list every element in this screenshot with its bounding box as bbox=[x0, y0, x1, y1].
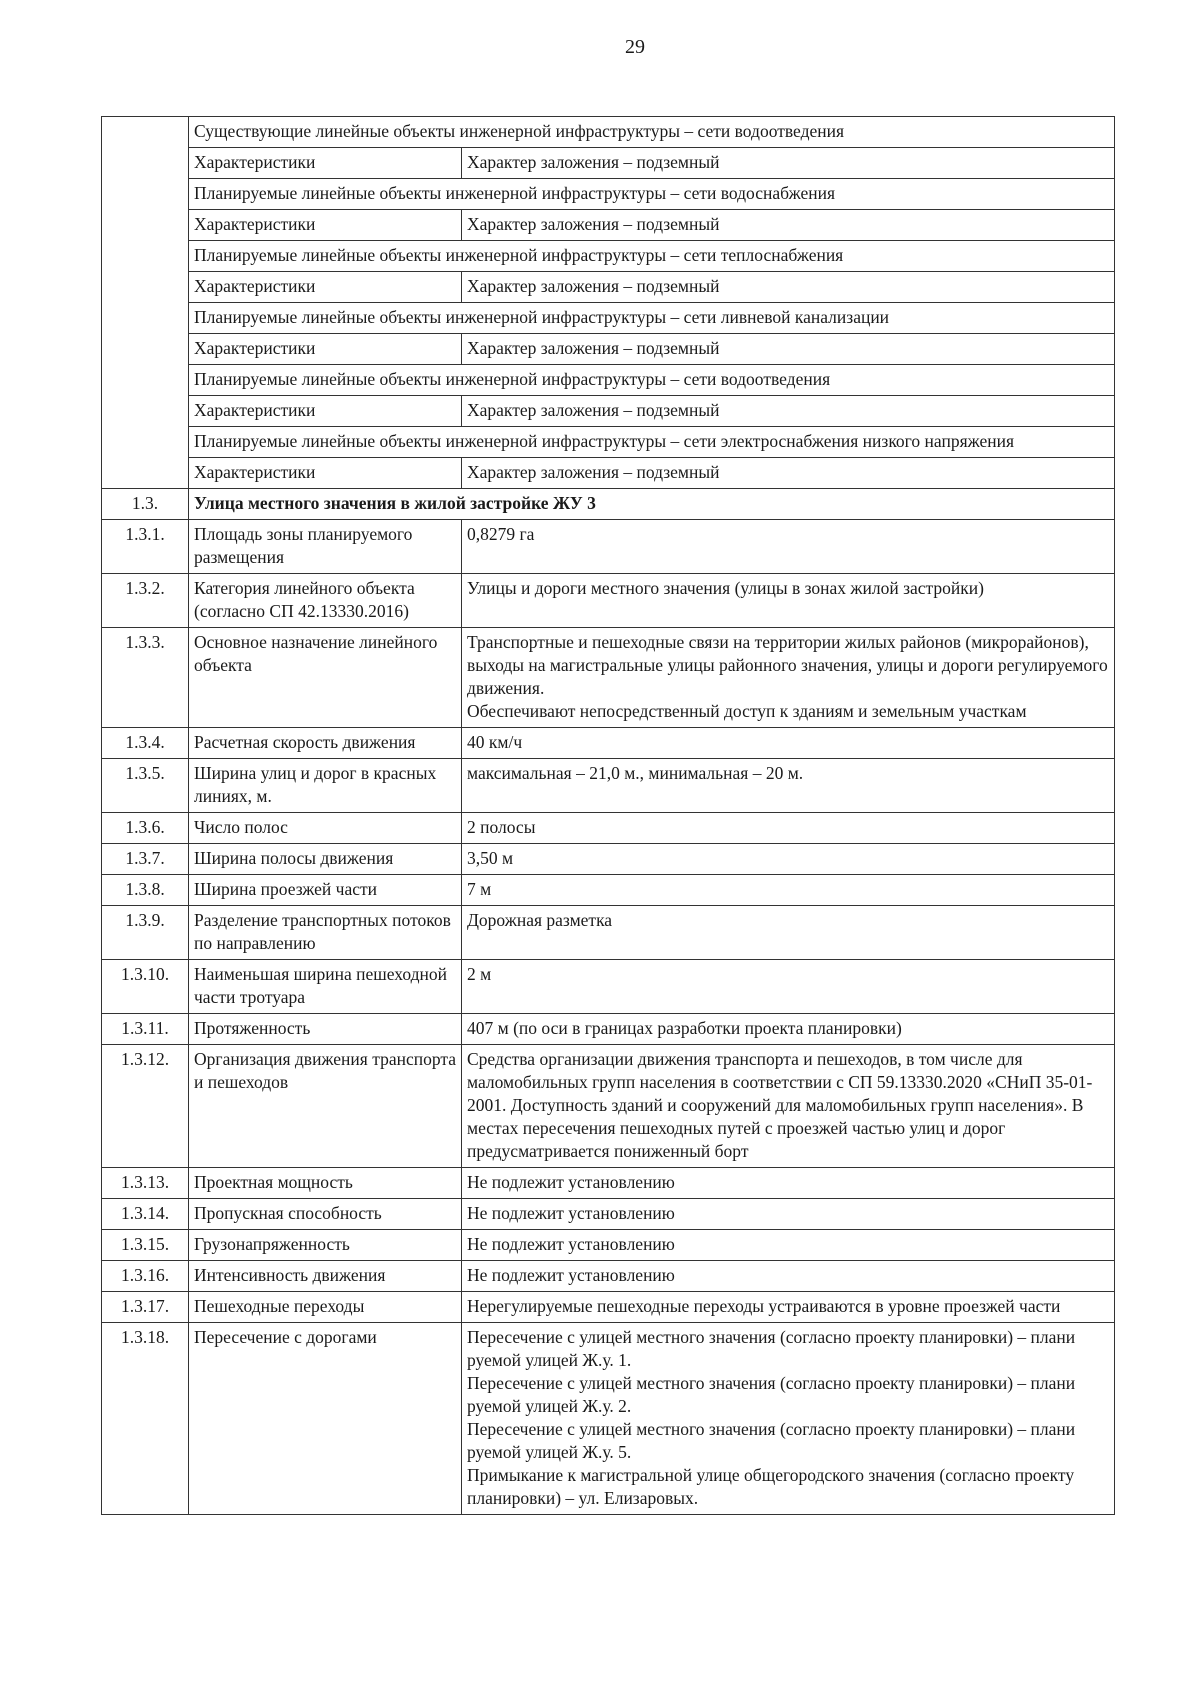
subsection-header: Планируемые линейные объекты инженерной инфраструктуры – сети электроснабжения низкого напряжения bbox=[189, 427, 1115, 458]
value-paragraph: Не подлежит установлению bbox=[467, 1265, 675, 1285]
characteristic-label: Характеристики bbox=[189, 458, 462, 489]
parameter-value bbox=[462, 728, 1115, 759]
parameter-value bbox=[462, 1261, 1115, 1292]
parameter-label: Основное назначение линейного объекта bbox=[189, 628, 462, 728]
row-number: 1.3.18. bbox=[102, 1323, 189, 1515]
parameter-value bbox=[462, 574, 1115, 628]
table-row bbox=[102, 241, 1115, 272]
parameter-label: Интенсивность движения bbox=[189, 1261, 462, 1292]
parameter-value bbox=[462, 520, 1115, 574]
characteristic-label: Характеристики bbox=[189, 148, 462, 179]
section-number: 1.3. bbox=[102, 489, 189, 520]
row-number: 1.3.2. bbox=[102, 574, 189, 628]
subsection-header: Планируемые линейные объекты инженерной инфраструктуры – сети ливневой канализации bbox=[189, 303, 1115, 334]
characteristic-label: Характеристики bbox=[189, 396, 462, 427]
table-row bbox=[102, 628, 1115, 728]
table-row bbox=[102, 396, 1115, 427]
parameter-label: Разделение транспортных потоков по направлению bbox=[189, 906, 462, 960]
table-row bbox=[102, 365, 1115, 396]
value-paragraph: Пересечение с улицей местного значения (согласно проекту планировки) – плани руемой улицей Ж.у. 5. bbox=[467, 1419, 1076, 1462]
parameter-label: Пешеходные переходы bbox=[189, 1292, 462, 1323]
table-row bbox=[102, 960, 1115, 1014]
table-row bbox=[102, 574, 1115, 628]
table-row bbox=[102, 1014, 1115, 1045]
parameter-label: Грузонапряженность bbox=[189, 1230, 462, 1261]
value-paragraph: максимальная – 21,0 м., минимальная – 20 м. bbox=[467, 763, 804, 783]
row-number: 1.3.10. bbox=[102, 960, 189, 1014]
row-number: 1.3.7. bbox=[102, 844, 189, 875]
row-number: 1.3.4. bbox=[102, 728, 189, 759]
value-paragraph: 407 м (по оси в границах разработки проекта планировки) bbox=[467, 1018, 902, 1038]
table-row bbox=[102, 728, 1115, 759]
row-number: 1.3.14. bbox=[102, 1199, 189, 1230]
table-row bbox=[102, 1168, 1115, 1199]
table-row bbox=[102, 813, 1115, 844]
parameter-value bbox=[462, 875, 1115, 906]
row-number: 1.3.3. bbox=[102, 628, 189, 728]
page-number: 29 bbox=[625, 36, 645, 58]
row-number: 1.3.9. bbox=[102, 906, 189, 960]
parameter-value bbox=[462, 1199, 1115, 1230]
row-number: 1.3.15. bbox=[102, 1230, 189, 1261]
table-row bbox=[102, 458, 1115, 489]
subsection-header: Планируемые линейные объекты инженерной инфраструктуры – сети теплоснабжения bbox=[189, 241, 1115, 272]
parameter-label: Пересечение с дорогами bbox=[189, 1323, 462, 1515]
value-paragraph: 2 полосы bbox=[467, 817, 536, 837]
parameter-label: Организация движения транспорта и пешеходов bbox=[189, 1045, 462, 1168]
table-row bbox=[102, 334, 1115, 365]
table-row bbox=[102, 179, 1115, 210]
value-paragraph: Примыкание к магистральной улице общегородского значения (согласно проекту планировки) – ул. Елизаровых. bbox=[467, 1465, 1075, 1508]
table-row bbox=[102, 303, 1115, 334]
row-number: 1.3.8. bbox=[102, 875, 189, 906]
table-row bbox=[102, 1230, 1115, 1261]
table-row bbox=[102, 210, 1115, 241]
value-paragraph: Дорожная разметка bbox=[467, 910, 613, 930]
row-number: 1.3.5. bbox=[102, 759, 189, 813]
table-row bbox=[102, 520, 1115, 574]
characteristic-value: Характер заложения – подземный bbox=[462, 334, 1115, 365]
table-row bbox=[102, 844, 1115, 875]
row-number-cell bbox=[102, 117, 189, 489]
parameter-label: Площадь зоны планируемого размещения bbox=[189, 520, 462, 574]
value-paragraph: Транспортные и пешеходные связи на территории жилых районов (микрорайонов), выходы на магистральные улицы районного значения, улицы и дороги регулируемого движения. bbox=[467, 632, 1108, 698]
parameter-label: Ширина улиц и дорог в красных линиях, м. bbox=[189, 759, 462, 813]
value-paragraph: 3,50 м bbox=[467, 848, 514, 868]
table-row bbox=[102, 759, 1115, 813]
table-row bbox=[102, 117, 1115, 148]
characteristic-value: Характер заложения – подземный bbox=[462, 272, 1115, 303]
parameter-label: Наименьшая ширина пешеходной части тротуара bbox=[189, 960, 462, 1014]
table-row bbox=[102, 272, 1115, 303]
table-row bbox=[102, 148, 1115, 179]
value-paragraph: Пересечение с улицей местного значения (согласно проекту планировки) – плани руемой улицей Ж.у. 1. bbox=[467, 1327, 1076, 1370]
row-number: 1.3.17. bbox=[102, 1292, 189, 1323]
characteristic-label: Характеристики bbox=[189, 272, 462, 303]
parameter-value bbox=[462, 960, 1115, 1014]
value-paragraph: 0,8279 га bbox=[467, 524, 535, 544]
parameter-label: Ширина проезжей части bbox=[189, 875, 462, 906]
parameter-value bbox=[462, 1292, 1115, 1323]
value-paragraph: 40 км/ч bbox=[467, 732, 523, 752]
parameter-value bbox=[462, 1014, 1115, 1045]
parameter-label: Категория линейного объекта (согласно СП 42.13330.2016) bbox=[189, 574, 462, 628]
parameter-value bbox=[462, 906, 1115, 960]
table-row bbox=[102, 1292, 1115, 1323]
characteristic-value: Характер заложения – подземный bbox=[462, 148, 1115, 179]
parameter-value bbox=[462, 1045, 1115, 1168]
parameter-label: Расчетная скорость движения bbox=[189, 728, 462, 759]
parameter-value bbox=[462, 1323, 1115, 1515]
characteristic-value: Характер заложения – подземный bbox=[462, 210, 1115, 241]
table-row bbox=[102, 1045, 1115, 1168]
subsection-header: Существующие линейные объекты инженерной инфраструктуры – сети водоотведения bbox=[189, 117, 1115, 148]
row-number: 1.3.1. bbox=[102, 520, 189, 574]
value-paragraph: Не подлежит установлению bbox=[467, 1172, 675, 1192]
characteristics-table bbox=[101, 116, 1115, 1515]
section-title: Улица местного значения в жилой застройке ЖУ 3 bbox=[189, 489, 1115, 520]
parameter-label: Пропускная способность bbox=[189, 1199, 462, 1230]
parameter-value bbox=[462, 813, 1115, 844]
characteristic-value: Характер заложения – подземный bbox=[462, 396, 1115, 427]
value-paragraph: 7 м bbox=[467, 879, 492, 899]
table-row bbox=[102, 1199, 1115, 1230]
row-number: 1.3.11. bbox=[102, 1014, 189, 1045]
value-paragraph: Средства организации движения транспорта и пешеходов, в том числе для маломобильных групп населения в соответствии с СП 59.13330.2020 «СНиП 35-01-2001. Доступность зданий и сооружений для маломобильных групп населения». В местах пересечения пешеходных путей с проезжей частью улиц и дорог предусматривается пониженный борт bbox=[467, 1049, 1093, 1161]
parameter-label: Проектная мощность bbox=[189, 1168, 462, 1199]
value-paragraph: Пересечение с улицей местного значения (согласно проекту планировки) – плани руемой улицей Ж.у. 2. bbox=[467, 1373, 1076, 1416]
parameter-value bbox=[462, 1168, 1115, 1199]
table-row bbox=[102, 427, 1115, 458]
value-paragraph: Обеспечивают непосредственный доступ к зданиям и земельным участкам bbox=[467, 701, 1027, 721]
table-row bbox=[102, 906, 1115, 960]
parameter-value bbox=[462, 844, 1115, 875]
table-row bbox=[102, 1261, 1115, 1292]
row-number: 1.3.6. bbox=[102, 813, 189, 844]
table-row bbox=[102, 1323, 1115, 1515]
subsection-header: Планируемые линейные объекты инженерной инфраструктуры – сети водоснабжения bbox=[189, 179, 1115, 210]
parameter-value bbox=[462, 1230, 1115, 1261]
parameter-label: Протяженность bbox=[189, 1014, 462, 1045]
table-body bbox=[102, 117, 1115, 1515]
table-row bbox=[102, 875, 1115, 906]
value-paragraph: Не подлежит установлению bbox=[467, 1234, 675, 1254]
parameter-value bbox=[462, 759, 1115, 813]
characteristic-label: Характеристики bbox=[189, 334, 462, 365]
parameter-label: Ширина полосы движения bbox=[189, 844, 462, 875]
value-paragraph: Нерегулируемые пешеходные переходы устраиваются в уровне проезжей части bbox=[467, 1296, 1061, 1316]
value-paragraph: 2 м bbox=[467, 964, 492, 984]
parameter-label: Число полос bbox=[189, 813, 462, 844]
characteristic-label: Характеристики bbox=[189, 210, 462, 241]
row-number: 1.3.16. bbox=[102, 1261, 189, 1292]
row-number: 1.3.13. bbox=[102, 1168, 189, 1199]
row-number: 1.3.12. bbox=[102, 1045, 189, 1168]
parameter-value bbox=[462, 628, 1115, 728]
value-paragraph: Не подлежит установлению bbox=[467, 1203, 675, 1223]
characteristic-value: Характер заложения – подземный bbox=[462, 458, 1115, 489]
value-paragraph: Улицы и дороги местного значения (улицы в зонах жилой застройки) bbox=[467, 578, 984, 598]
subsection-header: Планируемые линейные объекты инженерной инфраструктуры – сети водоотведения bbox=[189, 365, 1115, 396]
section-row bbox=[102, 489, 1115, 520]
